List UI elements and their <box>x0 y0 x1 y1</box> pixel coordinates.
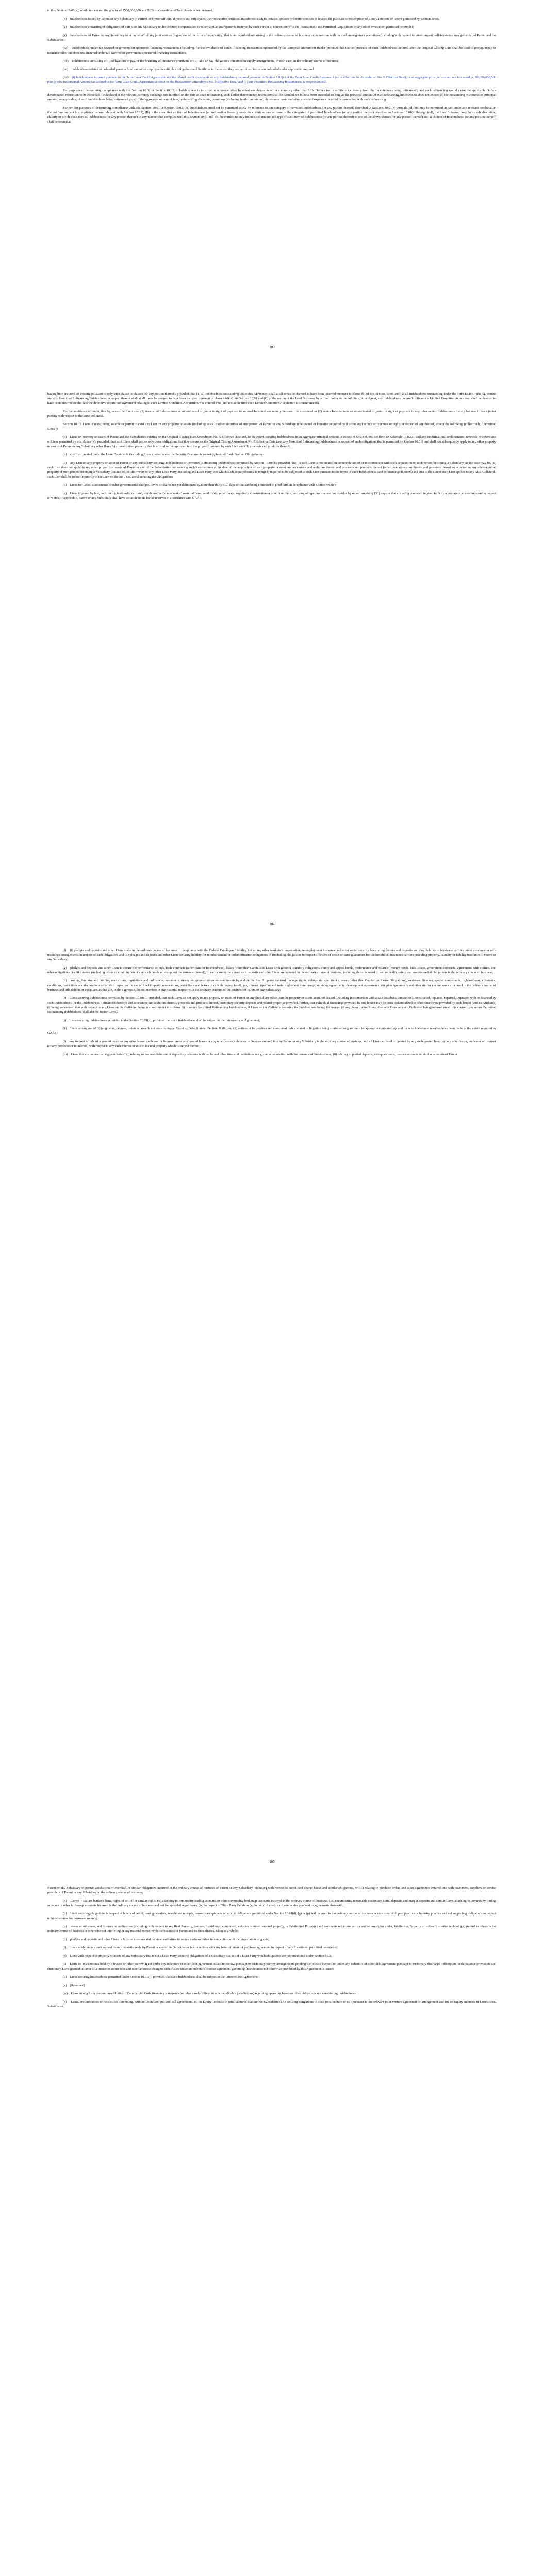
item-text: Indebtedness of Parent or any Subsidiary to or on behalf of any joint venture (regardless of the form of legal entity) that is not a Subsidiary arising in the ordinary course of business in connection with the cash management operations (including with respect to intercompany self-insurance arrangements) of Parent and the Subsidiaries; <box>47 33 496 42</box>
list-item <box>47 1911 496 1921</box>
list-item <box>47 435 496 449</box>
item-text: any Lien on any property or asset of Parent or any Subsidiary securing Indebtedness or Permitted Refinancing Indebtedness permitted by Section 10.01(h); provided, that (i) such Lien is not created in contemplation of or in connection with such acquisition or such person becoming a Subsidiary, as the case may be, (ii) such Lien does not apply to any other property or assets of Parent or any of the Subsidiaries not securing such Indebtedness at the date of the acquisition of such property or asset and accessions and additions thereto and proceeds and products thereof (other than accessions thereto and proceeds thereof so acquired or any after-acquired property of such person becoming a Subsidiary (but not of the Borrowers or any other Loan Party, including any Loan Party into which such acquired entity is merged) required to be subjected to such Lien pursuant to the terms of such Indebtedness (and refinancings thereof)) and (iii) to the extent such Lien applies to any ABL Collateral, such Lien shall be junior in priority to the Lien on the ABL Collateral securing the Obligations; <box>47 461 496 479</box>
item-label: (t) <box>63 1962 67 1966</box>
item-label: (w) <box>63 1992 68 1995</box>
item-label: (o) <box>63 1912 67 1916</box>
list-item <box>47 1026 496 1036</box>
item-label: (c) <box>63 461 67 465</box>
list-item <box>47 1999 496 2009</box>
item-text: (i) pledges and deposits and other Liens made in the ordinary course of business in compliance with the Federal Employers Liability Act or any other workers' compensation, unemployment insurance and other social security laws or regulations and deposits securing liability to insurance carriers under insurance or self-insurance arrangements in respect of such obligations and (ii) pledges and deposits and other Liens securing liability for reimbursement or indemnification obligations of (including obligations in respect of letters of credit or bank guarantees for the benefit of) insurance carriers providing property, casualty or liability insurance to Parent or any Subsidiary; <box>47 948 497 961</box>
page-number: 105 <box>269 1860 275 1864</box>
list-item <box>47 75 496 84</box>
item-label: (x) <box>63 17 67 21</box>
item-label: (m) <box>63 1053 68 1056</box>
list-item <box>47 483 496 487</box>
list-item <box>47 1962 496 1971</box>
item-label: (i) <box>63 996 67 1000</box>
item-text: leases or subleases, and licenses or sublicenses (including with respect to any Real Property, fixtures, furnishings, equipment, vehicles or other personal property, or Intellectual Property) and covenants not to sue or to exercise any rights under, Intellectual Property or software or other technology, granted to others in the ordinary course of business or otherwise not interfering in any material respect with the business of Parent and its Subsidiaries, taken as a whole; <box>47 1925 497 1933</box>
item-text: Liens securing obligations in respect of letters of credit, bank guarantees, warehouse receipts, banker's acceptances or similar obligations permitted under Section 10.01(d), (g) or (p) and incurred in the ordinary course of business or consistent with past practice or industry practice and not supporting obligations in respect of Indebtedness for borrowed money; <box>47 1912 497 1920</box>
list-item <box>47 996 496 1014</box>
item-label: (b) <box>63 453 67 456</box>
list-item <box>47 33 496 42</box>
item-text: Liens for Taxes, assessments or other governmental charges, levies or claims not yet delinquent by more than thirty (30) days or that are being contested in good faith in compliance with Section 9.03(c); <box>70 483 337 487</box>
item-label: (z) <box>63 33 67 37</box>
item-text: [Reserved]; <box>70 1984 86 1987</box>
item-text: Indebtedness related to unfunded pension fund and other employee benefit plan obligations and liabilities to the extent they are permitted to remain unfunded under applicable law; and <box>71 67 314 71</box>
item-text: Liens securing Indebtedness permitted by Section 10.01(i); provided, that such Liens do not apply to any property or assets of Parent or any Subsidiary other than the property or assets acquired, leased (including in connection with a sale leaseback transaction), constructed, replaced, repaired, improved with or financed by such Indebtedness (or the Indebtedness Refinanced thereby) and accessions and additions thereto, proceeds and products thereof, customary security deposits and related property; provided, further, that individual financings provided by one lender may be cross-collateralized to other financings provided by such lender (and its Affiliates) (it being understood that with respect to any Liens on the Collateral being incurred under this clause (i) to secure Permitted Refinancing Indebtedness, if Liens on the Collateral securing the Indebtedness being Refinanced (if any) were Junior Liens, then any Liens on such Collateral being incurred under this clause (i) to secure Permitted Refinancing Indebtedness shall also be Junior Liens); <box>47 996 496 1014</box>
page-content <box>47 8 496 128</box>
item-label: (a) <box>63 435 67 439</box>
document-page-2 <box>0 938 544 1875</box>
item-label: (y) <box>63 25 67 29</box>
list-item <box>47 965 496 975</box>
paragraph: For purposes of determining compliance with this Section 10.01 or Section 10.02, if Indebtedness is incurred to refinance other Indebtedness denominated in a currency other than U.S. Dollars (or in a different currency from the Indebtedness being refinanced), and such refinancing would cause the applicable Dollar-denominated restriction to be exceeded if calculated at the relevant currency exchange rate in effect on the date of such refinancing, such Dollar-denominated restriction shall be deemed not to have been exceeded so long as the principal amount of such refinancing Indebtedness does not exceed (i) the outstanding or committed principal amount, as applicable, of such Indebtedness being refinanced plus (ii) the aggregate amount of fees, underwriting discounts, premiums (including tender premiums), defeasance costs and other costs and expenses incurred in connection with such refinancing. <box>47 89 496 101</box>
item-label: (s) <box>63 1954 67 1958</box>
item-text: Liens securing Indebtedness permitted under Section 10.01(d); provided that such Indebtedness shall be subject to the Intercompany Agreement; <box>69 1019 260 1022</box>
item-text: Liens securing Indebtedness permitted under Section 10.01(j); provided that such Indebtedness shall be subject to the Intercreditor Agreement; <box>70 1975 258 1979</box>
item-label: (cc) <box>63 67 68 71</box>
item-label: (u) <box>63 1975 67 1979</box>
page-number: 104 <box>269 922 275 926</box>
item-text: Liens arising from precautionary Uniform Commercial Code financing statements (or other similar filings in other applicable jurisdictions) regarding operating leases or other obligations not constituting Indebtedness; <box>71 1992 357 1995</box>
item-text: any interest or title of a ground lessor or any other lessor, sublessor or licensor under any ground leases or any other leases, subleases or licenses entered into by Parent or any Subsidiary in the ordinary course of business, and all Liens suffered or created by any such ground lessor or any other lessor, sublessor or licensor (or any predecessor in interest) with respect to any such interest or title in the real property which is subject thereof; <box>47 1040 497 1048</box>
list-item <box>47 978 496 992</box>
list-item <box>47 452 496 457</box>
list-item <box>47 1039 496 1048</box>
item-text: Liens that are contractual rights of set-off (i) relating to the establishment of depository relations with banks and other financial institutions not given in connection with the issuance of Indebtedness, (ii) relating to pooled deposits, sweep accounts, reserve accounts or similar accounts of Parent <box>71 1053 457 1056</box>
paragraph: For the avoidance of doubt, this Agreement will not treat (1) unsecured Indebtedness as subordinated or junior in right of payment to secured Indebtedness merely because it is unsecured or (2) senior Indebtedness as subordinated or junior in right of payment to any other senior Indebtedness merely because it has a junior priority with respect to the same collateral. <box>47 410 496 418</box>
item-label: (dd) <box>63 76 69 79</box>
item-text: Liens, encumbrances or restrictions (including, without limitation, put and call agreements) (i) on Equity Interests in joint ventures that are not Subsidiaries (A) securing obligations of such joint venture or (B) pursuant to the relevant joint venture agreement or arrangement and (ii) on Equity Interests in Unrestricted Subsidiaries; <box>47 2000 497 2008</box>
item-text: Liens (i) that are banker's liens, rights of set-off or similar rights, (ii) attaching to commodity trading accounts or other commodity brokerage accounts incurred in the ordinary course of business, (iii) encumbering reasonable customary initial deposits and margin deposits and similar Liens attaching to commodity trading accounts or other brokerage accounts incurred in the ordinary course of business and not for speculative purposes, (iv) in respect of Third Party Funds or (v) in favor of credit card companies pursuant to agreements therewith; <box>47 1899 496 1907</box>
list-item <box>47 1937 496 1942</box>
document-page-1 <box>0 0 544 938</box>
list-item <box>47 1899 496 1908</box>
item-label: (x) <box>63 2000 67 2004</box>
item-text: Indebtedness consisting of obligations of Parent or any Subsidiary under deferred compensation or other similar arrangements incurred by such Person in connection with the Transactions and Permitted Acquisitions or any other Investment permitted hereunder; <box>70 25 414 29</box>
item-text: Liens arising out of (i) judgments, decrees, orders or awards not constituting an Event of Default under Section 11.01(i) or (ii) notices of lis pendens and associated rights related to litigation being contested in good faith by appropriate proceedings and for which adequate reserves have been made to the extent required by GAAP; <box>47 1027 497 1035</box>
list-item <box>47 1975 496 1979</box>
item-label: (q) <box>63 1938 67 1941</box>
list-item <box>47 1991 496 1996</box>
list-item <box>47 1018 496 1023</box>
item-label: (aa) <box>63 46 68 50</box>
list-item <box>47 491 496 500</box>
item-label: (n) <box>63 1899 67 1903</box>
list-item <box>47 1983 496 1988</box>
list-item <box>47 1924 496 1934</box>
item-label: (p) <box>63 1925 67 1928</box>
list-item <box>47 46 496 55</box>
item-label: (g) <box>63 966 67 970</box>
item-text: Indebtedness issued by Parent or any Subsidiary to current or former officers, directors and employees, their respective permitted transferees, assigns, estates, spouses or former spouses to finance the purchase or redemption of Equity Interests of Parent permitted by Section 10.06; <box>70 17 440 21</box>
item-label: (r) <box>63 1946 67 1950</box>
paragraph: to this Section 10.01(x); would not exceed the greater of $500,000,000 and 5.0% of Consolidated Total Assets when incurred; <box>47 9 213 12</box>
item-text: zoning, land use and building restrictions, regulations and ordinances, easements, survey exceptions, minor encroachments by and on the Real Property, railroad trackage rights, sidings and spur tracks, leases (other than Capitalized Lease Obligations), subleases, licenses, special assessments, rights-of-way, covenants, conditions, restrictions and declarations on or with respect to the use of Real Property, reservations, restrictions and leases of or with respect to oil, gas, mineral, riparian and water rights and water usage, servicing agreements, development agreements, site plan agreements and other similar encumbrances incurred in the ordinary course of business and title defects or irregularities that are, in the aggregate, do not interfere in any material respect with the ordinary conduct of the business of Parent or any Subsidiary; <box>47 979 497 992</box>
item-text: (i) Indebtedness incurred pursuant to the Term Loan Credit Agreement and the related credit documents or any Indebtedness incurred pursuant to Section 8.01(v) of the Term Loan Credit Agreement (as in effect on the Amendment No. 5 Effective Date), in an aggregate principal amount not to exceed (x) $1,000,000,000 plus (y) the Incremental Amount (as defined in the Term Loan Credit Agreement in effect on the Restatement Amendment No. 5 Effective Date) and (ii) any Permitted Refinancing Indebtedness in respect thereof. <box>47 76 497 84</box>
item-label: (h) <box>63 979 67 982</box>
item-label: (f) <box>63 948 67 952</box>
list-item <box>47 1954 496 1958</box>
list-item <box>47 2012 496 2017</box>
item-label: (j) <box>63 1019 67 1022</box>
item-text: Indebtedness consisting of (i) obligations to pay, or the financing of, insurance premiums or (ii) take-or-pay obligations contained in supply arrangements, in each case, in the ordinary course of business; <box>72 59 339 63</box>
item-label: (bb) <box>63 59 69 63</box>
item-label: (e) <box>63 492 67 495</box>
item-text: pledges and deposits and other Liens in favor of customs and revenue authorities to secure customs duties in connection with the importation of goods; <box>70 1938 269 1941</box>
item-text: Liens solely on any cash earnest money deposits made by Parent or any of the Subsidiaries in connection with any letter of intent or purchase agreement in respect of any Investment permitted hereunder; <box>69 1946 337 1950</box>
item-label: (d) <box>63 483 67 487</box>
item-text: Liens on property or assets of Parent and the Subsidiaries existing on the Original Closing DateAmendment No. 5 Effective Date and, to the extent securing Indebtedness in an aggregate principal amount in excess of $35,000,000, set forth on Schedule 10.02(a), and any modifications, replacements, renewals or extensions of Liens permitted by this clause (a); provided, that such Liens shall secure only those obligations that they secure on the Original ClosingAmendment No. 5 Effective Date (and any Permitted Refinancing Indebtedness in respect of such obligations that is permitted by Section 10.01) and shall not subsequently apply to any other property or assets of Parent or any Subsidiary other than (A) after-acquired property that is affixed or incorporated into the property covered by such Lien and (B) proceeds and products thereof; <box>47 435 497 448</box>
item-label: (l) <box>63 1040 67 1043</box>
list-item <box>47 16 496 21</box>
list-item <box>47 461 496 479</box>
list-item <box>47 1060 496 1065</box>
item-text: any Lien created under the Loan Documents (including Liens created under the Security Documents securing Secured Bank Product Obligations); <box>70 453 263 456</box>
item-text: Liens with respect to property or assets of any Subsidiary that is not a Loan Party securing obligations of a Subsidiary that is not a Loan Party which obligations are not prohibited under Section 10.01; <box>70 1954 334 1958</box>
list-item <box>47 1945 496 1950</box>
item-label: (v) <box>63 1984 67 1987</box>
item-text: Liens on any amounts held by a trustee or other escrow agent under any indenture or other debt agreement issued in escrow pursuant to customary escrow arrangements pending the release thereof, or under any indenture or other debt agreement pursuant to customary discharge, redemption or defeasance provisions and customary Liens granted in favor of a trustee to secure fees and other amounts owing to such trustee under an indenture or other agreement governing Indebtedness not otherwise prohibited by this Agreement is issued; <box>47 1962 497 1971</box>
item-label: (k) <box>63 1027 67 1030</box>
list-item <box>47 948 496 962</box>
list-item <box>47 59 496 63</box>
paragraph: Further, for purposes of determining compliance with this Section 10.01 or Section 10.02, (A) Indebtedness need not be permitted solely by reference to one category of permitted Indebtedness (or any portion thereof) described in Sections 10.01(a) through (dd) but may be permitted in part under any relevant combination thereof (and subject to compliance, where relevant, with Section 10.02), (B) in the event that an item of Indebtedness (or any portion thereof) meets the criteria of one or more of the categories of permitted Indebtedness (or any portion thereof) described in Sections 10.01(a) through (dd), the Lead Borrower may, in its sole discretion, classify or divide such item of Indebtedness (or any portion thereof) in any manner that complies with this Section 10.01 and will be entitled to only include the amount and type of such item of Indebtedness (or any portion thereof) in one of the above clauses (or any portion thereof) and such item of Indebtedness (or any portion thereof) shall be treated as <box>47 106 496 124</box>
list-item <box>47 1052 496 1057</box>
list-item <box>47 25 496 29</box>
page-content <box>47 392 496 504</box>
paragraph: Parent or any Subsidiary to permit satisfaction of overdraft or similar obligations incurred in the ordinary course of business of Parent or any Subsidiary, including with respect to credit card charge-backs and similar obligations, or (iii) relating to purchase orders and other agreements entered into with customers, suppliers or service providers of Parent or any Subsidiary in the ordinary course of business; <box>47 1886 496 1894</box>
paragraph: having been incurred or existing pursuant to only such clause or clauses (or any portion thereof); provided, that (1) all Indebtedness outstanding under this Agreement shall at all times be deemed to have been incurred pursuant to clause (b) of this Section 10.01 and (2) all Indebtedness outstanding under the Term Loan Credit Agreement and any Permitted Refinancing Indebtedness in respect thereof shall at all times be deemed to have been incurred pursuant to clause (dd) of this Section 10.01 and (C) at the option of the Lead Borrower by written notice to the Administrative Agent, any Indebtedness incurred to finance a Limited Condition Acquisition shall be deemed to have been incurred on the date the definitive acquisition agreement relating to such Limited Condition Acquisition was entered into (and not at the time such Limited Condition Acquisition is consummated). <box>47 392 496 405</box>
page-number: 103 <box>269 345 275 349</box>
item-text: pledges and deposits and other Liens to secure the performance of bids, trade contracts (other than for Indebtedness), leases (other than Capitalized Lease Obligations), statutory obligations, surety and appeal bonds, performance and return-of-money bonds, bids, leases, government contracts, agreements with utilities, and other obligations of a like nature (including letters of credit in lieu of any such bonds or to support the issuance thereof), in each case to the extent such deposits and other Liens are incurred in the ordinary course of business, including those incurred to secure health, safety and environmental obligations in the ordinary course of business; <box>47 966 496 974</box>
list-item <box>47 67 496 72</box>
section-heading-paragraph: Section 10.02. Liens. Create, incur, assume or permit to exist any Lien on any property or assets (including stock or other securities of any person) of Parent or any Subsidiary now owned or hereafter acquired by it or on any income or revenues or rights in respect of any thereof, except the following (collectively, "Permitted Liens"): <box>47 422 496 431</box>
page-content <box>47 948 496 1069</box>
page-content <box>47 1886 496 2021</box>
document-page-3 <box>0 1875 544 2576</box>
item-text: Liens imposed by law, constituting landlord's, carriers', warehousemen's, mechanics', materialmen's, workmen's, repairmen's, supplier's, construction or other like Liens, securing obligations that are not overdue by more than thirty (30) days or that are being contested in good faith by appropriate proceedings and in respect of which, if applicable, Parent or any Subsidiary shall have set aside on its books reserves in accordance with GAAP; <box>47 492 497 500</box>
item-text: Indebtedness under tax-favored or government sponsored financing transactions (including, for the avoidance of doubt, financing transactions sponsored by the European Investment Bank); provided that the net proceeds of such Indebtedness incurred after the Original Closing Date shall be used to prepay, repay or refinance other Indebtedness incurred under tax-favored or government sponsored financing transactions; <box>47 46 497 55</box>
